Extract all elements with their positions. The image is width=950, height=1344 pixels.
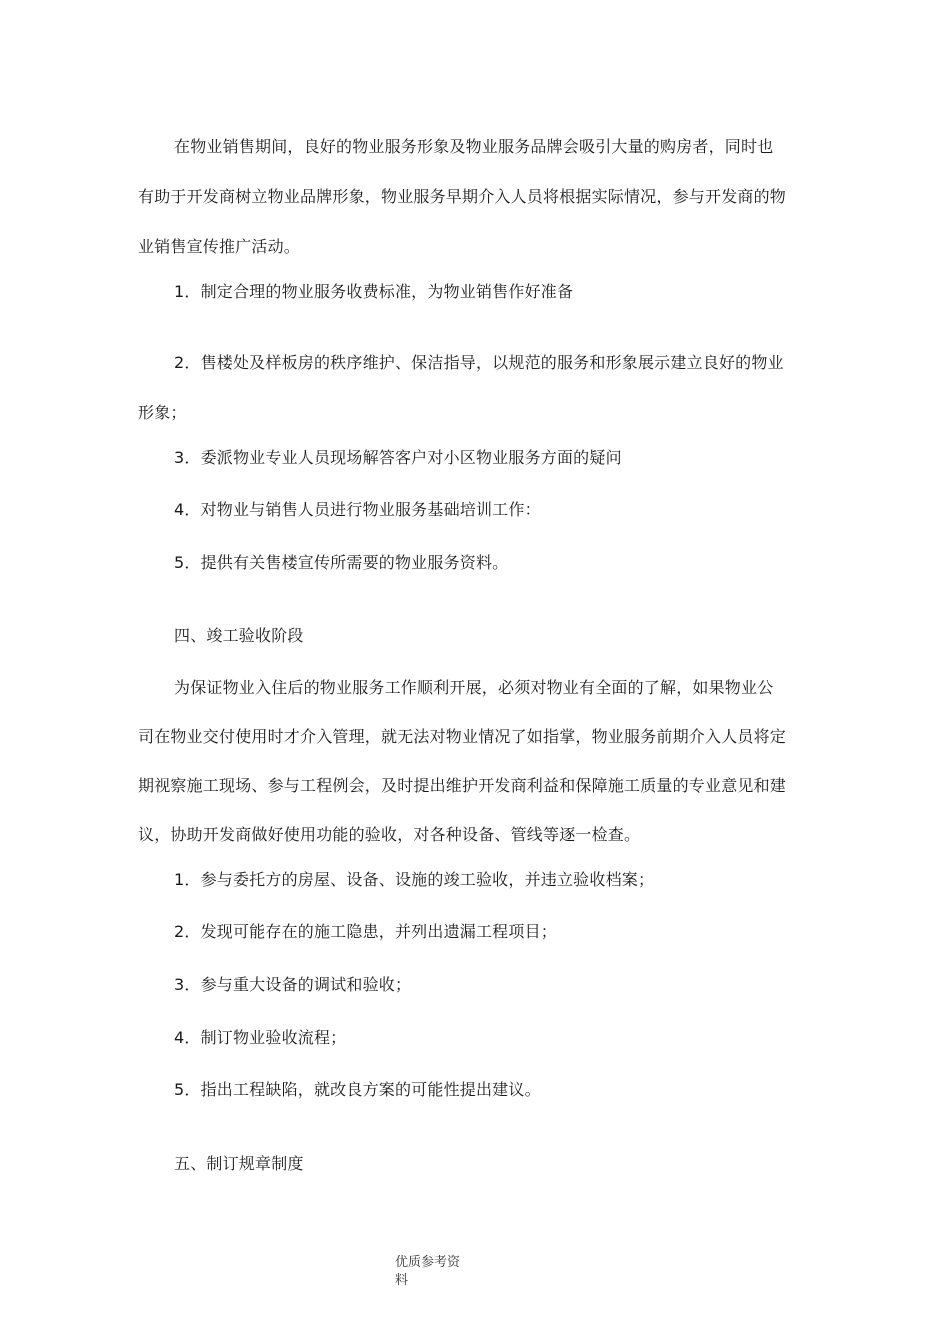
list-item-continuation: 形象；	[138, 403, 187, 422]
list-item: 4．对物业与销售人员进行物业服务基础培训工作：	[174, 500, 541, 519]
list-item: 5．提供有关售楼宣传所需要的物业服务资料。	[174, 553, 509, 572]
list-item: 3．委派物业专业人员现场解答客户对小区物业服务方面的疑问	[174, 448, 622, 467]
paragraph-line: 司在物业交付使用时才介入管理，就无法对物业情况了如指掌，物业服务前期介入人员将定	[138, 727, 787, 746]
list-item: 1．制定合理的物业服务收费标准，为物业销售作好准备	[174, 282, 574, 301]
list-item: 3．参与重大设备的调试和验收；	[174, 975, 412, 994]
list-item: 5．指出工程缺陷，就改良方案的可能性提出建议。	[174, 1080, 541, 1099]
paragraph-line: 期视察施工现场、参与工程例会，及时提出维护开发商利益和保障施工质量的专业意见和建	[138, 776, 787, 795]
footer-text: 优质参考资	[395, 1255, 461, 1270]
section-heading: 四、竣工验收阶段	[174, 626, 304, 645]
paragraph-line: 业销售宣传推广活动。	[138, 237, 301, 256]
list-item: 2．发现可能存在的施工隐患，并列出遗漏工程项目；	[174, 922, 557, 941]
section-heading: 五、制订规章制度	[174, 1154, 304, 1173]
paragraph-line: 有助于开发商树立物业品牌形象，物业服务早期介入人员将根据实际情况，参与开发商的物	[138, 187, 787, 206]
paragraph-line: 在物业销售期间，良好的物业服务形象及物业服务品牌会吸引大量的购房者，同时也	[174, 137, 774, 156]
list-item: 4．制订物业验收流程；	[174, 1028, 347, 1047]
list-item: 2．售楼处及样板房的秩序维护、保洁指导，以规范的服务和形象展示建立良好的物业	[174, 353, 784, 372]
footer-text: 料	[395, 1273, 409, 1288]
list-item: 1．参与委托方的房屋、设备、设施的竣工验收，并违立验收档案；	[174, 870, 655, 889]
paragraph-line: 为保证物业入住后的物业服务工作顺利开展，必须对物业有全面的了解，如果物业公	[174, 678, 774, 697]
paragraph-line: 议，协助开发商做好使用功能的验收，对各种设备、管线等逐一检查。	[138, 825, 641, 844]
